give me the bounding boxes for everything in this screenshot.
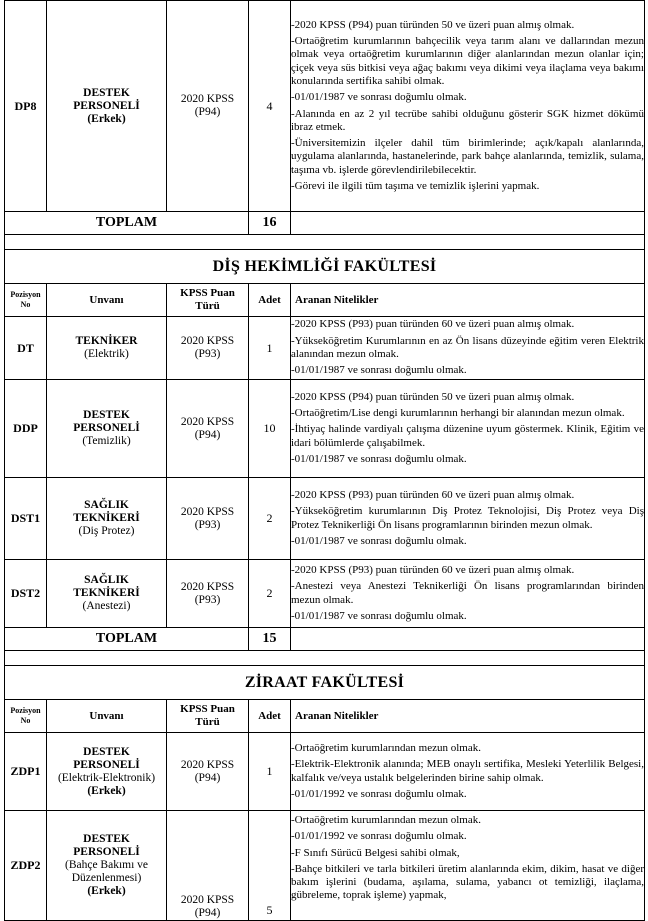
recruitment-table	[4, 0, 645, 921]
count-cell: 2	[249, 560, 291, 628]
title-note-gender: (Erkek)	[87, 885, 126, 897]
requirement: -Elektrik-Elektronik alanında; MEB onaylı sertifika, Mesleki Yeterlilik Belgesi, kalfalık ve/veya ustalık belgelerinden birine sahip olmak.	[291, 758, 644, 784]
spacer-cell	[5, 235, 645, 250]
title-line: TEKNİKER	[75, 335, 138, 347]
requirement: -Ortaöğretim kurumlarından mezun olmak.	[291, 741, 481, 754]
requirement: -Görevi ile ilgili tüm taşıma ve temizlik işlerini yapmak.	[291, 179, 540, 192]
title-cell	[47, 811, 167, 921]
header-row	[5, 700, 645, 733]
count-cell: 2	[249, 478, 291, 560]
title-note: (Elektrik-Elektronik)	[57, 771, 156, 784]
kpss-cell	[167, 380, 249, 478]
title-cell	[47, 733, 167, 811]
requirement: -Anestezi veya Anestezi Teknikerliği Ön lisans programlarından birinden mezun olmak.	[291, 580, 644, 606]
requirement: -Ortaöğretim kurumlarının bahçecilik veya tarım alanı ve dallarından mezun olmak veya ortaöğretim kurumlarının diğer alanlarından mezun olanlar için; çiçek veya süs bitkisi veya ağaç bakımı veya dikimi veya ilaçlama veya bakımı konularında sertifika sahibi olmak.	[291, 35, 644, 87]
title-cell	[47, 560, 167, 628]
kpss-year: 2020 KPSS	[180, 505, 235, 518]
title-note: (Elektrik)	[84, 348, 129, 360]
requirement: -01/01/1987 ve sonrası doğumlu olmak.	[291, 364, 467, 377]
position-code: DT	[5, 317, 47, 380]
document-page	[4, 0, 644, 921]
kpss-cell	[167, 811, 249, 921]
requirement: -Üniversitemizin ilçeler dahil tüm birimlerinde; açık/kapalı alanlarında, uygulama alanlarında, hastanelerinde, park bahçe alanlarında, temizlik, sulama, taşıma vb. işlerde görevlendirilebilecektir.	[291, 137, 644, 176]
title-line: PERSONELİ	[73, 846, 140, 858]
title-cell	[47, 380, 167, 478]
requirement: -Bahçe bitkileri ve tarla bitkileri üretim alanlarında ekim, dikim, hasat ve diğer bakım işlerini (budama, aşılama, sulama, yabancı ot temizliği, ilaçlama, gübreleme, toprak işleme) yapmak,	[291, 862, 644, 902]
table-row	[5, 733, 645, 811]
requirement: -01/01/1992 ve sonrası doğumlu olmak.	[291, 787, 467, 800]
requirement: -Alanında en az 2 yıl tecrübe sahibi olduğunu gösterir SGK hizmet dökümü ibraz etmek.	[291, 107, 644, 133]
requirement: -01/01/1992 ve sonrası doğumlu olmak.	[291, 830, 467, 843]
empty-cell	[291, 212, 645, 235]
kpss-cell	[167, 1, 249, 212]
title-line: DESTEK	[83, 86, 130, 99]
requirement: -Yükseköğretim kurumlarının Diş Protez Teknolojisi, Diş Protez veya Diş Protez Teknikerliği Ön lisans programlarının birinden mezun olmak.	[291, 505, 644, 531]
kpss-year: 2020 KPSS	[180, 415, 235, 428]
spacer-cell	[5, 651, 645, 666]
count-cell: 1	[249, 317, 291, 380]
title-line: DESTEK	[83, 745, 130, 758]
title-line: PERSONELİ	[73, 422, 140, 434]
kpss-year: 2020 KPSS	[180, 894, 235, 906]
table-row	[5, 560, 645, 628]
section-title-row	[5, 250, 645, 284]
requirement: -2020 KPSS (P93) puan türünden 60 ve üzeri puan almış olmak.	[291, 488, 575, 501]
title-line: DESTEK	[83, 409, 130, 421]
kpss-year: 2020 KPSS	[180, 335, 235, 347]
requirements-cell	[291, 811, 645, 921]
position-code: DST2	[5, 560, 47, 628]
kpss-type: (P93)	[194, 518, 221, 531]
header-requirements: Aranan Nitelikler	[291, 700, 645, 733]
header-title: Unvanı	[47, 284, 167, 317]
requirements-cell	[291, 560, 645, 628]
title-line: PERSONELİ	[73, 99, 140, 112]
kpss-type: (P94)	[194, 771, 221, 784]
title-line: SAĞLIK	[84, 499, 129, 511]
requirement: -2020 KPSS (P93) puan türünden 60 ve üzeri puan almış olmak.	[291, 318, 575, 331]
position-code: ZDP1	[5, 733, 47, 811]
table-row	[5, 380, 645, 478]
kpss-cell	[167, 317, 249, 380]
count-cell: 5	[249, 811, 291, 921]
requirement: -Ortaöğretim kurumlarından mezun olmak.	[291, 814, 481, 826]
count-cell: 1	[249, 733, 291, 811]
requirements-cell	[291, 317, 645, 380]
position-code: DP8	[5, 1, 47, 212]
title-cell	[47, 478, 167, 560]
section-title: DİŞ HEKİMLİĞİ FAKÜLTESİ	[5, 250, 645, 284]
total-row	[5, 212, 645, 235]
position-code: DDP	[5, 380, 47, 478]
total-value: 15	[249, 628, 291, 651]
requirement: -Ortaöğretim/Lise dengi kurumlarının herhangi bir alanından mezun olmak.	[291, 407, 625, 420]
table-row	[5, 317, 645, 380]
title-line: TEKNİKERİ	[73, 512, 140, 524]
kpss-type: (P94)	[194, 106, 221, 118]
kpss-type: (P94)	[194, 428, 221, 441]
requirement: -2020 KPSS (P93) puan türünden 60 ve üzeri puan almış olmak.	[291, 563, 575, 576]
title-line: PERSONELİ	[73, 758, 140, 771]
title-note: (Temizlik)	[82, 435, 131, 447]
title-line: DESTEK	[83, 833, 130, 845]
requirement: -2020 KPSS (P94) puan türünden 50 ve üzeri puan almış olmak.	[291, 390, 575, 403]
total-row	[5, 628, 645, 651]
kpss-type: (P93)	[194, 593, 221, 606]
title-line: TEKNİKERİ	[73, 587, 140, 599]
requirement: -F Sınıfı Sürücü Belgesi sahibi olmak,	[291, 846, 460, 859]
header-position: Pozisyon No	[5, 700, 47, 733]
table-row	[5, 811, 645, 921]
title-note: (Anestezi)	[82, 600, 131, 612]
kpss-year: 2020 KPSS	[180, 93, 235, 105]
title-note: (Diş Protez)	[78, 525, 135, 537]
header-row	[5, 284, 645, 317]
kpss-cell	[167, 560, 249, 628]
requirement: -01/01/1987 ve sonrası doğumlu olmak.	[291, 609, 467, 622]
header-count: Adet	[249, 284, 291, 317]
requirements-cell	[291, 478, 645, 560]
requirements-cell	[291, 380, 645, 478]
header-kpss: KPSS Puan Türü	[167, 284, 249, 317]
title-note: (Erkek)	[87, 112, 126, 125]
section-spacer	[5, 651, 645, 666]
header-title: Unvanı	[47, 700, 167, 733]
requirement: -01/01/1987 ve sonrası doğumlu olmak.	[291, 452, 467, 465]
requirements-cell	[291, 1, 645, 212]
kpss-year: 2020 KPSS	[180, 758, 235, 771]
total-value: 16	[249, 212, 291, 235]
kpss-year: 2020 KPSS	[180, 580, 235, 593]
kpss-cell	[167, 733, 249, 811]
title-note: (Bahçe Bakımı ve Düzenlenmesi)	[64, 859, 149, 884]
requirements-cell	[291, 733, 645, 811]
header-requirements: Aranan Nitelikler	[291, 284, 645, 317]
title-note-gender: (Erkek)	[87, 784, 126, 797]
total-label: TOPLAM	[5, 212, 249, 235]
section-spacer	[5, 235, 645, 250]
table-row	[5, 1, 645, 212]
title-cell	[47, 317, 167, 380]
table-row	[5, 478, 645, 560]
empty-cell	[291, 628, 645, 651]
count-cell: 4	[249, 1, 291, 212]
kpss-cell	[167, 478, 249, 560]
header-position: Pozisyon No	[5, 284, 47, 317]
position-code: DST1	[5, 478, 47, 560]
kpss-type: (P94)	[194, 907, 221, 919]
section-title-row	[5, 666, 645, 700]
header-count: Adet	[249, 700, 291, 733]
title-cell	[47, 1, 167, 212]
count-cell: 10	[249, 380, 291, 478]
title-line: SAĞLIK	[84, 574, 129, 586]
requirement: -01/01/1987 ve sonrası doğumlu olmak.	[291, 534, 467, 547]
requirement: -2020 KPSS (P94) puan türünden 50 ve üzeri puan almış olmak.	[291, 18, 575, 31]
position-code: ZDP2	[5, 811, 47, 921]
requirement: -01/01/1987 ve sonrası doğumlu olmak.	[291, 91, 467, 104]
kpss-type: (P93)	[194, 348, 221, 360]
header-kpss: KPSS Puan Türü	[167, 700, 249, 733]
section-title: ZİRAAT FAKÜLTESİ	[5, 666, 645, 700]
requirement: -Yükseköğretim Kurumlarının en az Ön lisans düzeyinde eğitim veren Elektrik alanından mezun olmak.	[291, 334, 644, 360]
requirement: -İhtiyaç halinde vardiyalı çalışma düzenine uyum göstermek. Klinik, Eğitim ve idari bölümlerde çalışabilmek.	[291, 423, 644, 449]
total-label: TOPLAM	[5, 628, 249, 651]
